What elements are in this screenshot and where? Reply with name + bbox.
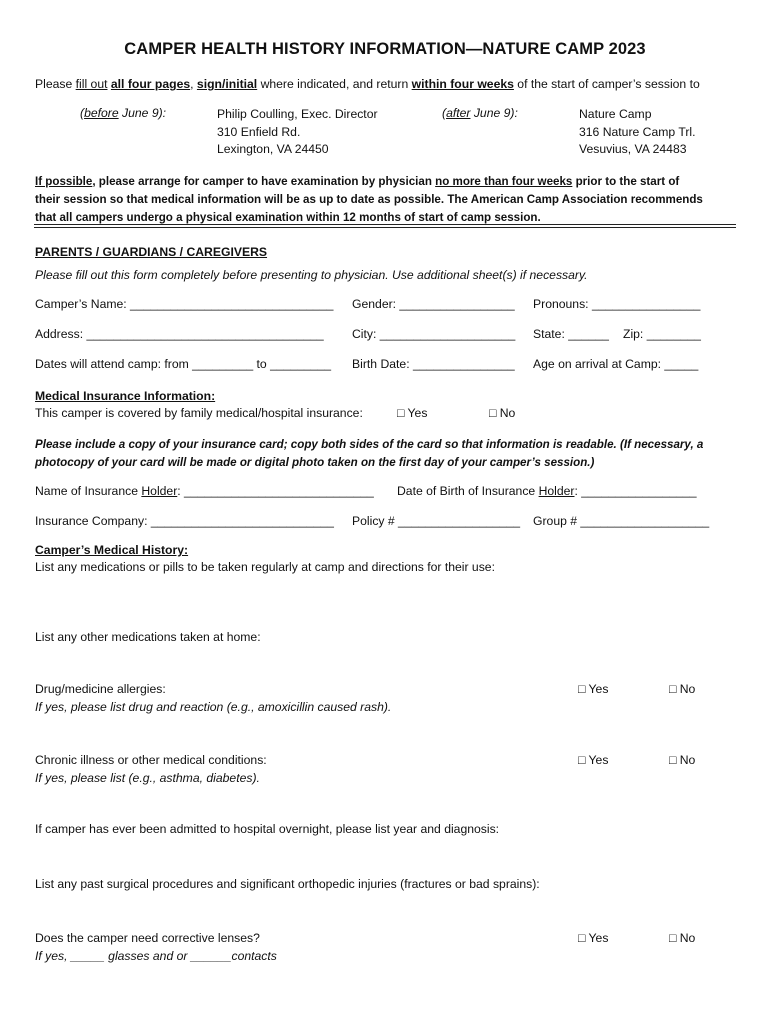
insurance-covered-question: This camper is covered by family medical/hospital insurance: (35, 406, 363, 420)
paren: ( (80, 106, 85, 120)
allergies-question: Drug/medicine allergies: (35, 682, 166, 696)
intro-sign-initial: sign/initial (196, 77, 258, 91)
state-field[interactable]: State: ______ (533, 327, 609, 341)
address-line: 316 Nature Camp Trl. (579, 124, 696, 139)
lenses-question: Does the camper need corrective lenses? (35, 931, 260, 945)
chronic-no-checkbox[interactable]: □ No (669, 753, 696, 767)
lenses-yes-checkbox[interactable]: □ Yes (578, 931, 609, 945)
meds-regular-question: List any medications or pills to be taken regularly at camp and directions for their use: (35, 560, 495, 574)
hospital-question: If camper has ever been admitted to hospital overnight, please list year and diagnosis: (35, 822, 500, 836)
holder-label: Name of Insurance (35, 484, 142, 498)
pronouns-field[interactable]: Pronouns: ________________ (533, 297, 701, 311)
allergies-no-checkbox[interactable]: □ No (669, 682, 696, 696)
zip-field[interactable]: Zip: ________ (623, 327, 701, 341)
age-field[interactable]: Age on arrival at Camp: _____ (533, 357, 699, 371)
before-word: before (84, 106, 119, 120)
intro-text: Please (35, 77, 76, 91)
dob-holder-word: Holder (538, 484, 575, 498)
divider-rule (34, 224, 736, 225)
address-field[interactable]: Address: ___________________________________ (35, 327, 324, 341)
city-field[interactable]: City: ____________________ (352, 327, 516, 341)
intro-paragraph (35, 77, 700, 92)
divider-rule (34, 227, 736, 228)
insurance-card-note (35, 436, 703, 472)
surgical-question: List any past surgical procedures and significant orthopedic injuries (fractures or bad sprains): (35, 877, 540, 891)
exam-line-2: their session so that medical information will be as up to date as possible. The American Camp Association recommends (35, 192, 703, 206)
intro-end: of the start of camper’s session to (513, 77, 700, 91)
parents-instruction: Please fill out this form completely before presenting to physician. Use additional sheet(s) if necessary. (35, 268, 588, 282)
allergies-note: If yes, please list drug and reaction (e.g., amoxicillin caused rash). (35, 700, 392, 714)
birth-date-field[interactable]: Birth Date: _______________ (352, 357, 515, 371)
exam-notice (35, 173, 703, 226)
exam-text-end: prior to the start of (572, 175, 680, 188)
chronic-note: If yes, please list (e.g., asthma, diabetes). (35, 771, 260, 785)
if-possible: If possible (35, 175, 93, 188)
dob-label: Date of Birth of Insurance (397, 484, 539, 498)
after-word: after (446, 106, 471, 120)
lenses-no-checkbox[interactable]: □ No (669, 931, 696, 945)
policy-field[interactable]: Policy # __________________ (352, 514, 521, 528)
note-line-2: photocopy of your card will be made or digital photo taken on the first day of your camper’s session.) (35, 456, 595, 469)
after-rest: June 9): (470, 106, 518, 120)
intro-comma: , (190, 77, 197, 91)
page-title: CAMPER HEALTH HISTORY INFORMATION—NATURE CAMP 2023 (124, 40, 646, 58)
address-line: Philip Coulling, Exec. Director (217, 107, 378, 121)
holder-word: Holder (141, 484, 178, 498)
intro-return: where indicated, and return (257, 77, 412, 91)
parents-heading: PARENTS / GUARDIANS / CAREGIVERS (35, 245, 268, 259)
insurance-yes-checkbox[interactable]: □ Yes (397, 406, 428, 420)
before-address (217, 106, 378, 159)
holder-dob-field[interactable] (397, 484, 697, 499)
chronic-question: Chronic illness or other medical conditions: (35, 753, 267, 767)
lenses-note[interactable]: If yes, _____ glasses and or ______contacts (35, 949, 277, 963)
chronic-yes-checkbox[interactable]: □ Yes (578, 753, 609, 767)
allergies-yes-checkbox[interactable]: □ Yes (578, 682, 609, 696)
meds-home-question: List any other medications taken at home: (35, 630, 261, 644)
before-rest: June 9): (118, 106, 167, 120)
exam-text: , please arrange for camper to have examination by physician (92, 175, 436, 188)
insurance-no-checkbox[interactable]: □ No (489, 406, 516, 420)
address-line: 310 Enfield Rd. (217, 124, 301, 139)
gender-field[interactable]: Gender: _________________ (352, 297, 515, 311)
address-line: Nature Camp (579, 107, 652, 121)
note-line-1: Please include a copy of your insurance card; copy both sides of the card so that information is readable. (If necessary, a (35, 438, 704, 451)
intro-within-four-weeks: within four weeks (411, 77, 514, 91)
insurance-holder-field[interactable] (35, 484, 374, 499)
before-date-label (80, 106, 166, 121)
address-line: Vesuvius, VA 24483 (579, 142, 687, 156)
dates-field[interactable]: Dates will attend camp: from _________ to _________ (35, 357, 332, 371)
intro-fill-out: fill out (75, 77, 108, 91)
campers-name-field[interactable]: Camper’s Name: ______________________________ (35, 297, 334, 311)
exam-line-3: that all campers undergo a physical examination within 12 months of start of camp session. (35, 210, 541, 224)
holder-blank: : ____________________________ (177, 484, 374, 498)
insurance-company-field[interactable]: Insurance Company: ___________________________ (35, 514, 334, 528)
no-more-than: no more than four weeks (435, 175, 573, 188)
group-field[interactable]: Group # ___________________ (533, 514, 710, 528)
insurance-heading: Medical Insurance Information: (35, 389, 216, 403)
dob-blank: : _________________ (574, 484, 697, 498)
after-address (579, 106, 696, 159)
after-date-label (442, 106, 518, 121)
intro-four-pages: all four pages (110, 77, 191, 91)
address-line: Lexington, VA 24450 (217, 142, 329, 156)
paren: ( (442, 106, 447, 120)
medical-history-heading: Camper’s Medical History: (35, 543, 189, 557)
